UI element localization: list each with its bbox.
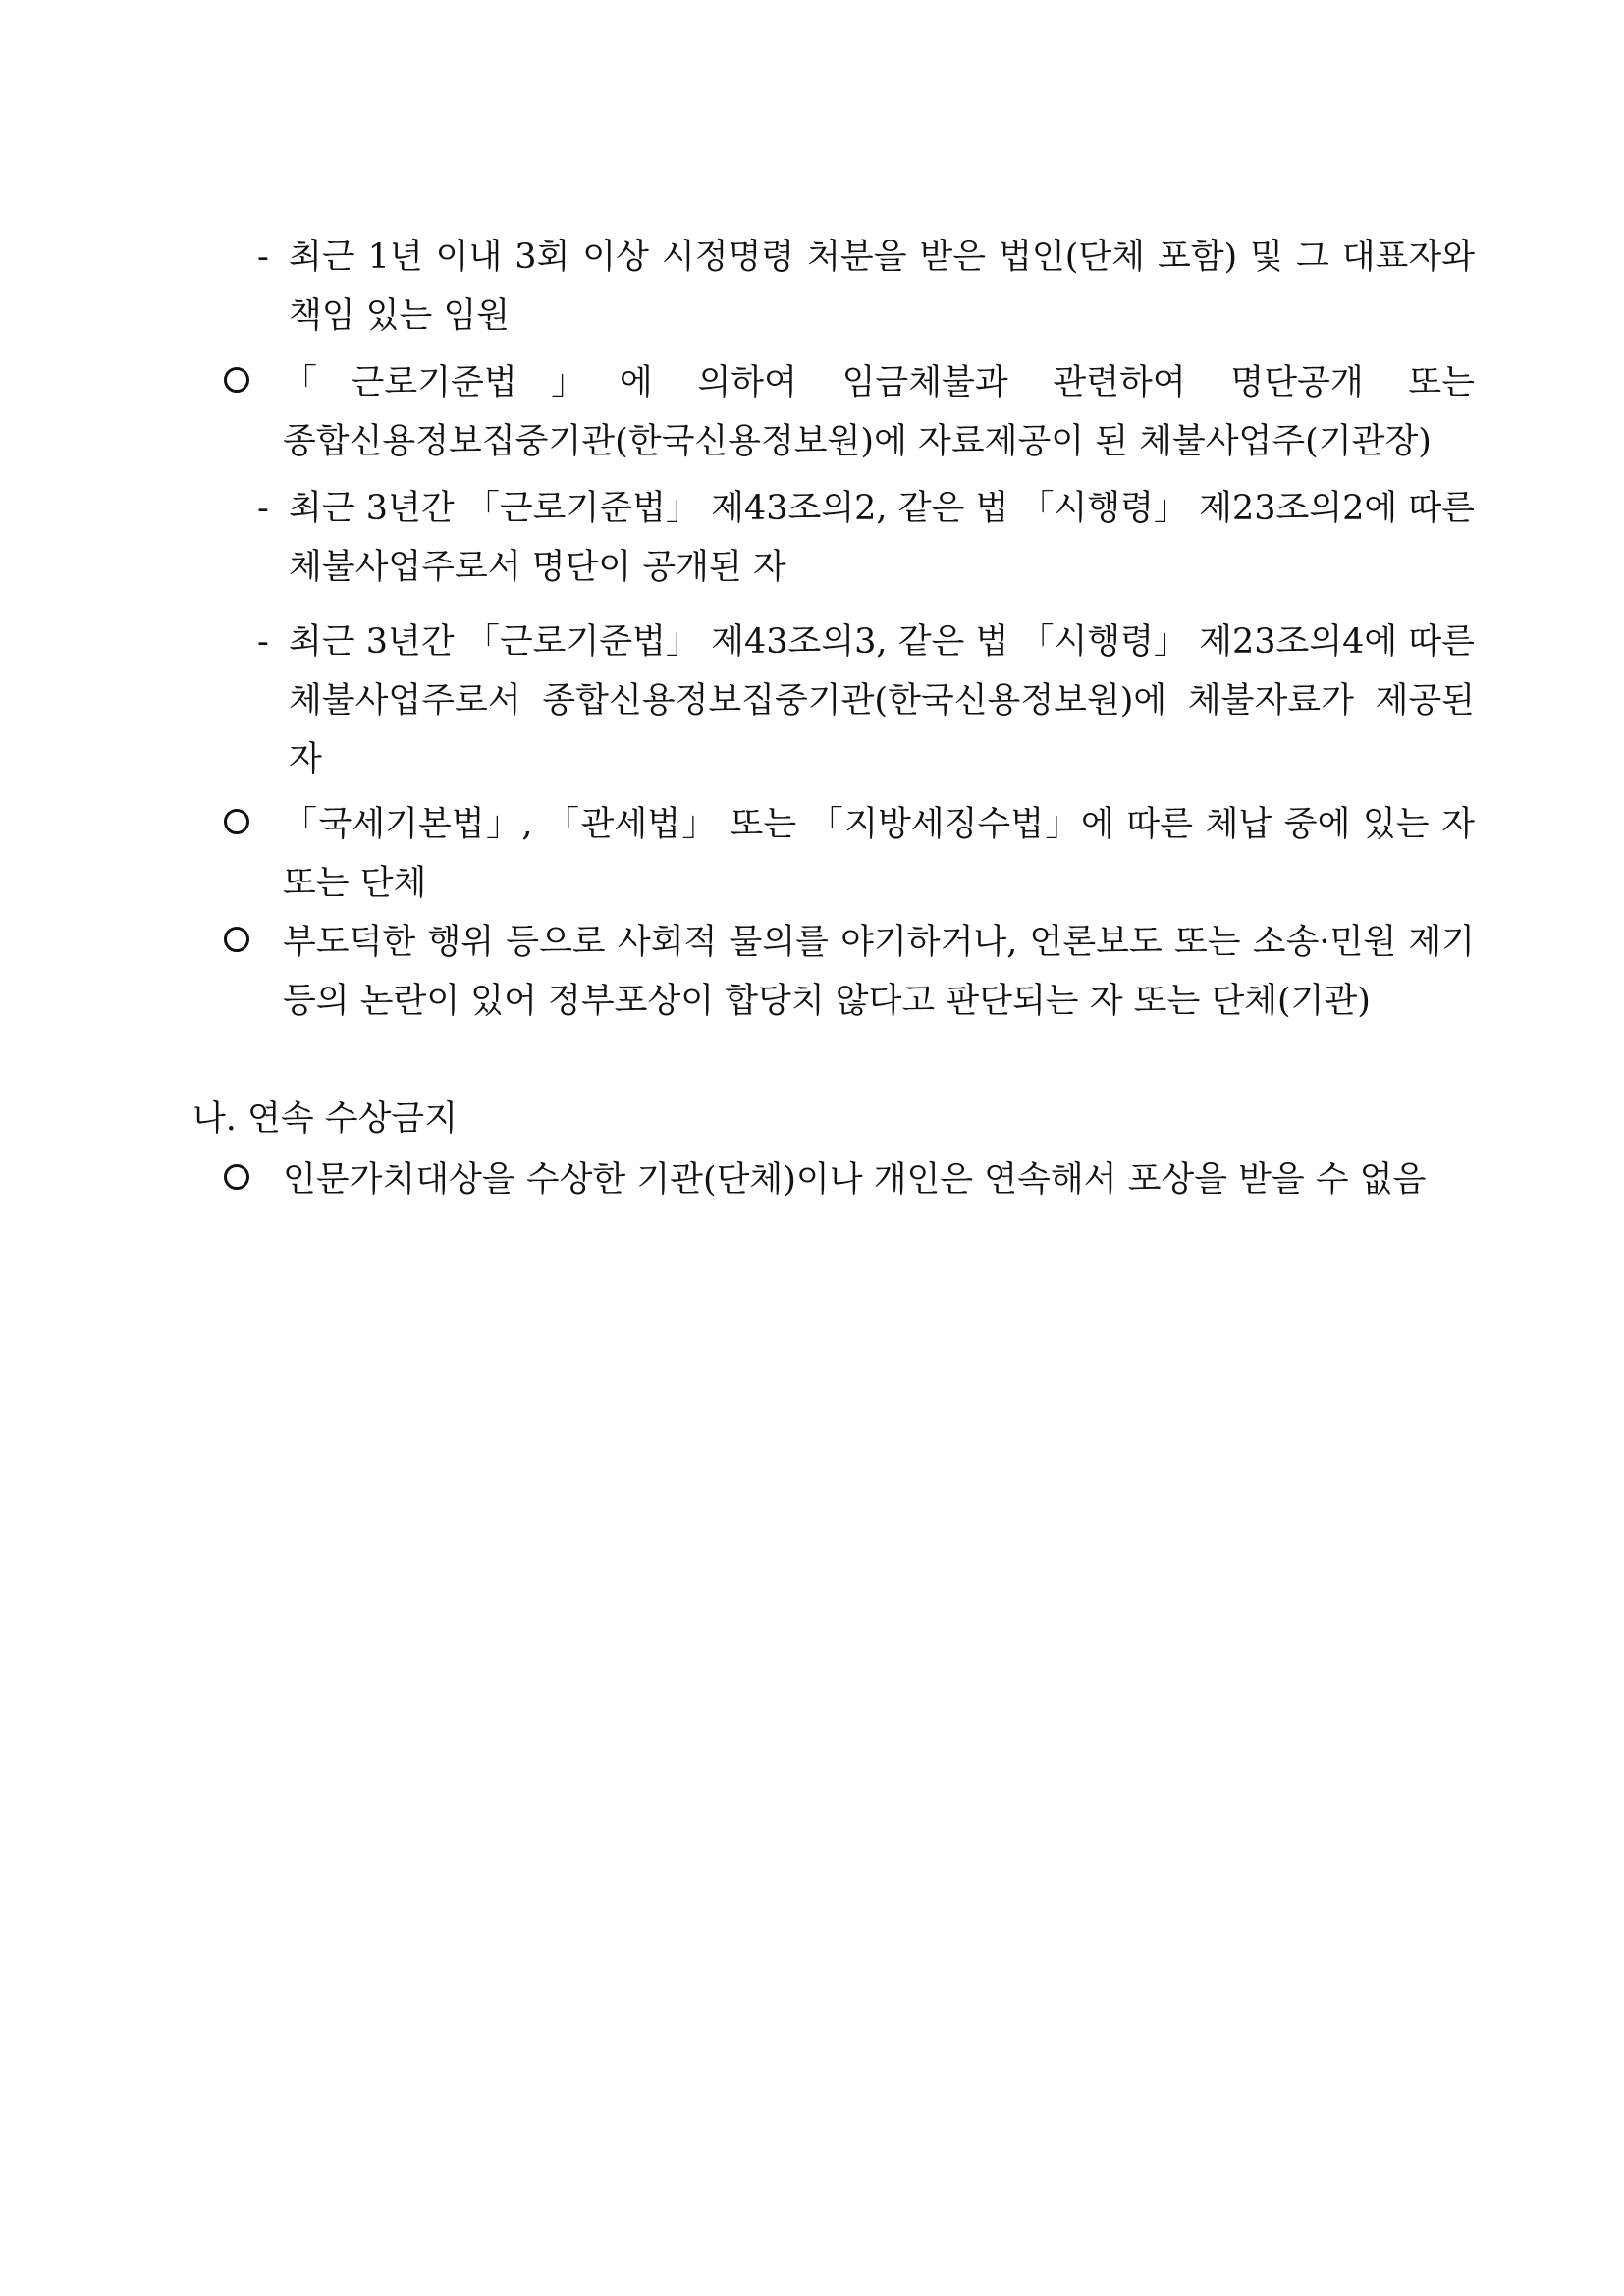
list-item-text: 최근 1년 이내 3회 이상 시정명령 처분을 받은 법인(단체 포함) 및 그 대표자와 책임 있는 임원 xyxy=(289,238,1475,336)
dash-marker: - xyxy=(257,622,269,662)
circle-bullet-icon xyxy=(224,927,249,952)
list-item-dash xyxy=(257,613,1475,789)
list-item-text: 「근로기준법」에 의하여 임금체불과 관련하여 명단공개 또는 종합신용정보집중기관(한국신용정보원)에 자료제공이 된 체불사업주(기관장) xyxy=(283,363,1475,461)
section-heading: 나. 연속 수상금지 xyxy=(192,1099,459,1139)
list-item-dash xyxy=(257,228,1475,346)
dash-marker: - xyxy=(257,489,269,528)
list-item-dash xyxy=(257,479,1475,597)
circle-bullet-icon xyxy=(224,367,249,393)
list-item-circle xyxy=(224,1150,1475,1209)
dash-marker: - xyxy=(257,238,269,277)
list-item-text: 「국세기본법」, 「관세법」 또는 「지방세징수법」에 따른 체납 중에 있는 자 또는 단체 xyxy=(283,805,1475,903)
list-item-circle xyxy=(224,353,1475,471)
list-item-text: 부도덕한 행위 등으로 사회적 물의를 야기하거나, 언론보도 또는 소송·민원 제기 등의 논란이 있어 정부포상이 합당치 않다고 판단되는 자 또는 단체(기관) xyxy=(283,923,1475,1021)
list-item-text: 인문가치대상을 수상한 기관(단체)이나 개인은 연속해서 포상을 받을 수 없음 xyxy=(283,1160,1427,1200)
list-item-text: 최근 3년간 「근로기준법」 제43조의2, 같은 법 「시행령」 제23조의2에 따른 체불사업주로서 명단이 공개된 자 xyxy=(289,489,1475,587)
list-item-circle xyxy=(224,913,1475,1031)
circle-bullet-icon xyxy=(224,809,249,834)
circle-bullet-icon xyxy=(224,1164,249,1190)
list-item-text: 최근 3년간 「근로기준법」 제43조의3, 같은 법 「시행령」 제23조의4에 따른 체불사업주로서 종합신용정보집중기관(한국신용정보원)에 체불자료가 제공된 자 xyxy=(289,622,1475,779)
list-item-circle xyxy=(224,795,1475,913)
